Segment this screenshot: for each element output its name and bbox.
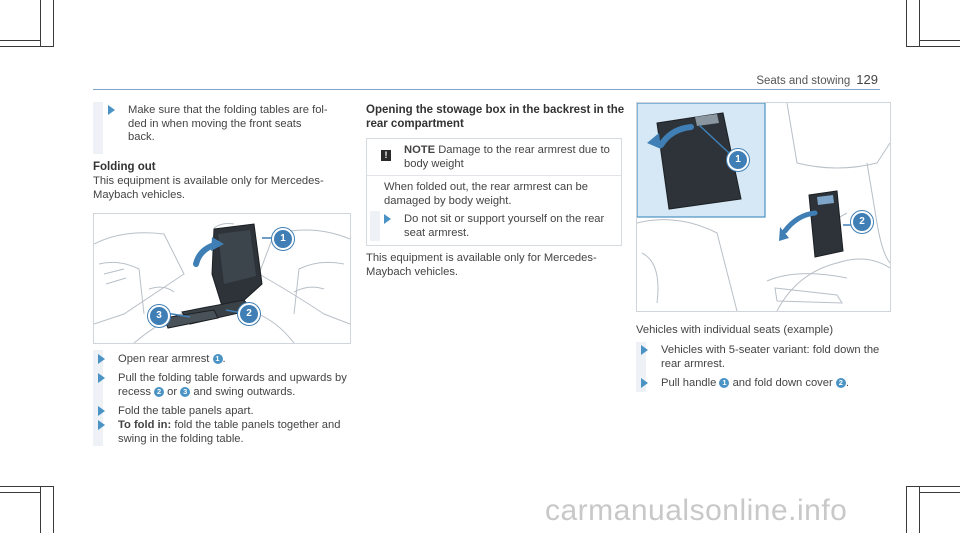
crop-mark: [0, 40, 40, 41]
step-arrow-icon: [98, 420, 105, 430]
crop-mark: [906, 486, 960, 487]
header-rule: [93, 89, 880, 90]
crop-mark: [40, 0, 41, 47]
running-header: [756, 72, 878, 87]
step-arrow-icon: [98, 354, 105, 364]
crop-mark: [0, 46, 53, 47]
callout-ref-1: 1: [719, 378, 729, 388]
callout-ref-3: 3: [180, 387, 190, 397]
step-arrow-icon: [641, 345, 648, 355]
paragraph-line: This equipment is available only for Mercedes-: [93, 175, 324, 187]
warning-icon: !: [381, 150, 391, 161]
section-heading: Folding out: [93, 161, 156, 173]
step-arrow-icon: [108, 105, 115, 115]
intro-step-line: Make sure that the folding tables are fol-: [128, 104, 328, 116]
callout-2: 2: [238, 303, 260, 325]
note-body: When folded out, the rear armrest can be damaged by body weight.: [384, 181, 588, 207]
callout-1: 1: [272, 228, 294, 250]
crop-mark: [53, 0, 54, 47]
section-heading: Opening the stowage box in the backrest in the rear compartment: [366, 104, 625, 130]
figure-stowage-box: [636, 102, 891, 312]
callout-3: 3: [148, 305, 170, 327]
intro-step-line: back.: [128, 131, 155, 144]
callout-ref-1: 1: [213, 354, 223, 364]
paragraph-line: Maybach vehicles.: [93, 188, 186, 201]
availability-note: This equipment is available only for Mercedes- Maybach vehicles.: [366, 252, 597, 278]
step-fold-down-armrest: Vehicles with 5-seater variant: fold down the rear armrest.: [641, 344, 901, 371]
crop-mark: [919, 486, 920, 533]
callout-ref-2: 2: [836, 378, 846, 388]
step-open-armrest: Open rear armrest 1 .: [98, 353, 358, 367]
figure-rear-armrest: [93, 213, 351, 344]
note-box: [366, 138, 622, 246]
step-pull-handle: Pull handle 1 and fold down cover 2 .: [641, 377, 901, 391]
crop-mark: [53, 486, 54, 533]
figure-caption: Vehicles with individual seats (example): [636, 324, 834, 336]
step-bar: [370, 211, 380, 241]
watermark: carmanualsonline.info: [545, 494, 848, 527]
note-label: NOTE: [404, 144, 436, 156]
crop-mark: [906, 0, 907, 47]
step-fold-apart: Fold the table panels apart.: [98, 405, 358, 419]
step-bar: [93, 102, 103, 154]
callout-ref-2: 2: [154, 387, 164, 397]
note-step: Do not sit or support yourself on the rear seat armrest.: [384, 213, 619, 240]
page-number: 129: [856, 72, 878, 87]
step-arrow-icon: [98, 406, 105, 416]
intro-step-line: ded in when moving the front seats: [128, 117, 302, 130]
crop-mark: [906, 486, 907, 533]
armrest-illustration: [94, 214, 350, 343]
step-arrow-icon: [98, 373, 105, 383]
crop-mark: [906, 46, 960, 47]
note-header: ! NOTE Damage to the rear armrest due to body weight: [367, 139, 621, 176]
crop-mark: [919, 40, 960, 41]
intro-step: [108, 104, 348, 145]
crop-mark: [40, 486, 41, 533]
step-arrow-icon: [384, 214, 391, 224]
callout-1: 1: [727, 149, 749, 171]
step-arrow-icon: [641, 378, 648, 388]
availability-note: [93, 175, 353, 202]
step-fold-in: To fold in: fold the table panels together and swing in the folding table.: [98, 419, 358, 446]
section-title: Seats and stowing: [756, 75, 851, 87]
crop-mark: [0, 486, 53, 487]
step-pull-table: Pull the folding table forwards and upwards by recess 2 or 3 and swing outwards.: [98, 372, 358, 399]
crop-mark: [0, 492, 40, 493]
stowage-box-illustration: [637, 103, 890, 311]
callout-2: 2: [851, 211, 873, 233]
crop-mark: [919, 492, 960, 493]
